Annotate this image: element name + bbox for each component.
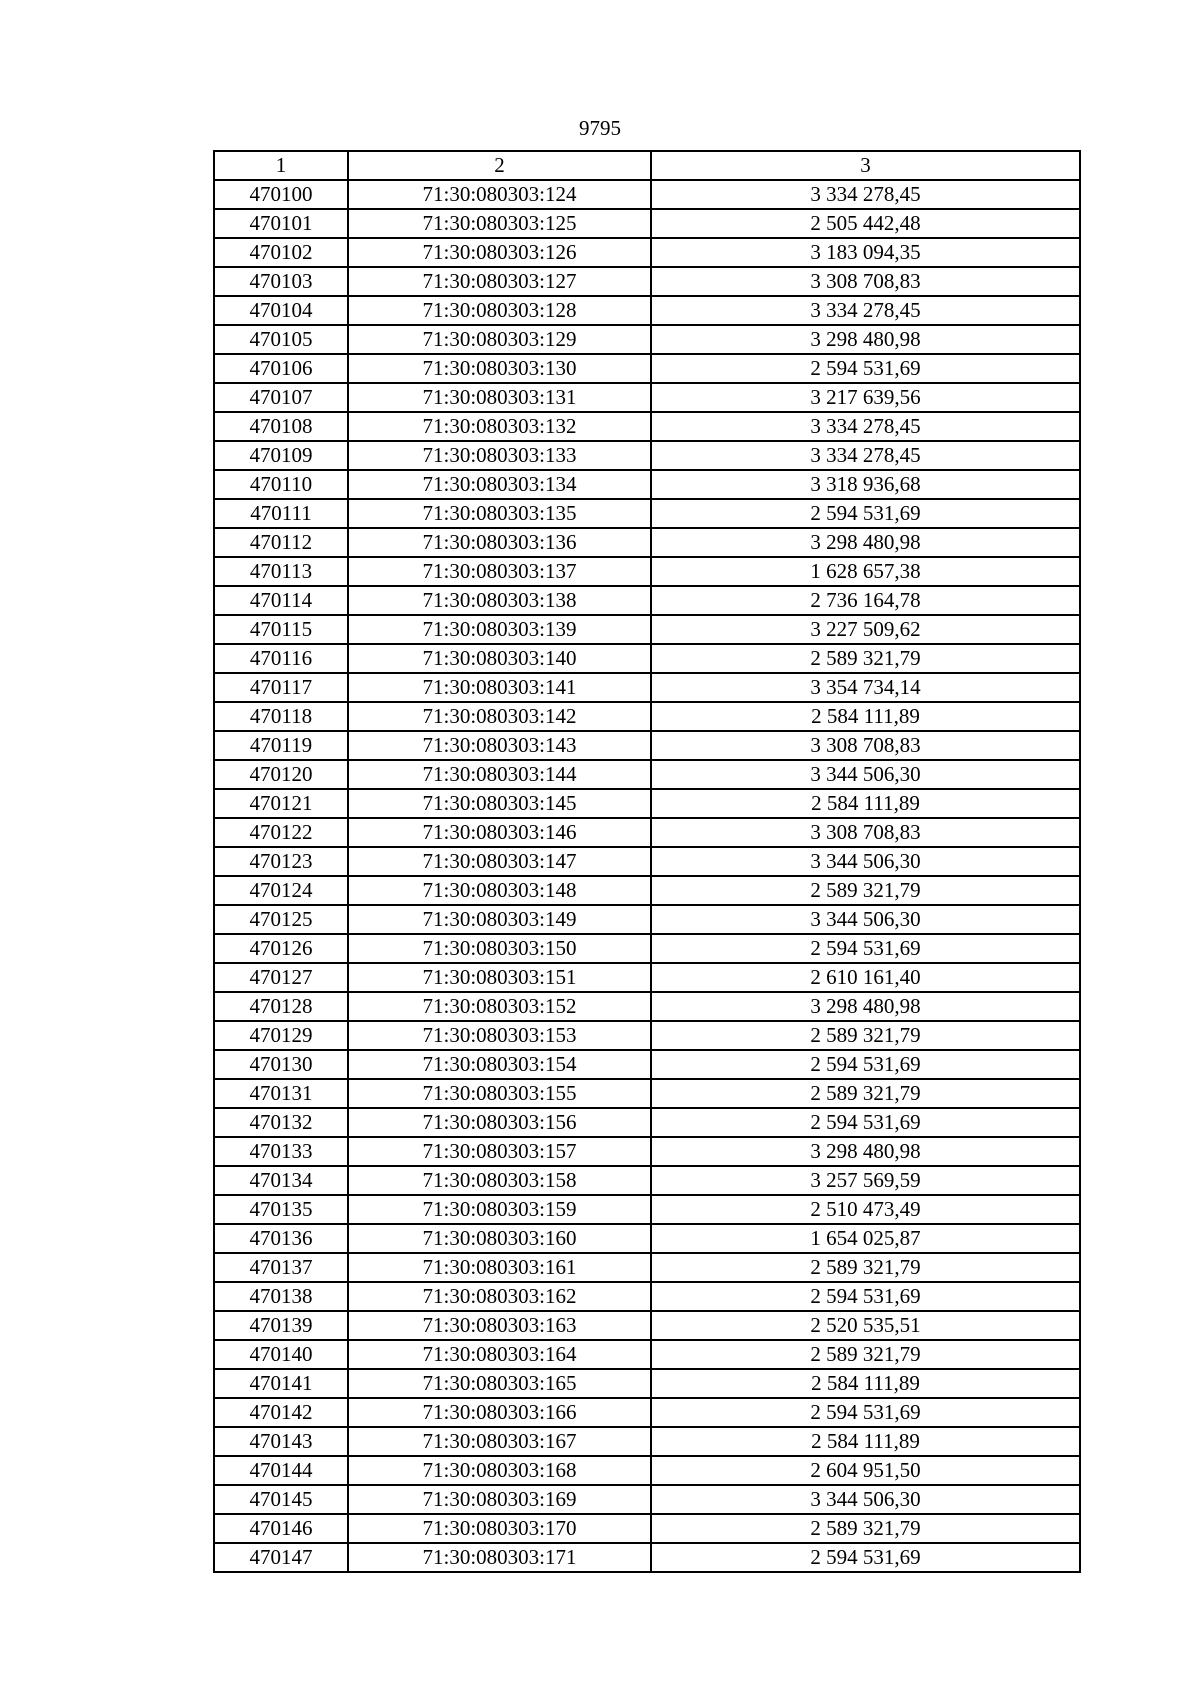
cell-cadastral-number: 71:30:080303:148 xyxy=(348,876,651,905)
cell-value: 3 298 480,98 xyxy=(651,528,1080,557)
cell-id: 470145 xyxy=(214,1485,348,1514)
cell-cadastral-number: 71:30:080303:130 xyxy=(348,354,651,383)
cell-cadastral-number: 71:30:080303:155 xyxy=(348,1079,651,1108)
cell-id: 470114 xyxy=(214,586,348,615)
cell-id: 470109 xyxy=(214,441,348,470)
cell-value: 2 736 164,78 xyxy=(651,586,1080,615)
cell-cadastral-number: 71:30:080303:171 xyxy=(348,1543,651,1572)
cell-cadastral-number: 71:30:080303:164 xyxy=(348,1340,651,1369)
table-row xyxy=(214,1398,1080,1427)
cell-value: 2 520 535,51 xyxy=(651,1311,1080,1340)
table-row xyxy=(214,1543,1080,1572)
table-row xyxy=(214,760,1080,789)
table-body xyxy=(214,180,1080,1572)
table-row xyxy=(214,905,1080,934)
cell-value: 2 594 531,69 xyxy=(651,499,1080,528)
cell-cadastral-number: 71:30:080303:127 xyxy=(348,267,651,296)
cell-value: 3 298 480,98 xyxy=(651,325,1080,354)
cell-cadastral-number: 71:30:080303:133 xyxy=(348,441,651,470)
cell-id: 470122 xyxy=(214,818,348,847)
cell-id: 470142 xyxy=(214,1398,348,1427)
cell-cadastral-number: 71:30:080303:138 xyxy=(348,586,651,615)
table-row xyxy=(214,963,1080,992)
cell-cadastral-number: 71:30:080303:147 xyxy=(348,847,651,876)
cell-id: 470120 xyxy=(214,760,348,789)
table-row xyxy=(214,1340,1080,1369)
table-row xyxy=(214,934,1080,963)
cell-id: 470117 xyxy=(214,673,348,702)
cell-cadastral-number: 71:30:080303:142 xyxy=(348,702,651,731)
table-row xyxy=(214,296,1080,325)
column-header-2: 2 xyxy=(348,151,651,180)
cell-cadastral-number: 71:30:080303:125 xyxy=(348,209,651,238)
cell-id: 470126 xyxy=(214,934,348,963)
cell-id: 470105 xyxy=(214,325,348,354)
cell-cadastral-number: 71:30:080303:153 xyxy=(348,1021,651,1050)
cell-value: 3 344 506,30 xyxy=(651,847,1080,876)
cell-value: 3 298 480,98 xyxy=(651,1137,1080,1166)
table-row xyxy=(214,528,1080,557)
column-header-1: 1 xyxy=(214,151,348,180)
cell-id: 470143 xyxy=(214,1427,348,1456)
cell-id: 470112 xyxy=(214,528,348,557)
cell-id: 470134 xyxy=(214,1166,348,1195)
cell-id: 470110 xyxy=(214,470,348,499)
cell-value: 3 334 278,45 xyxy=(651,180,1080,209)
table-row xyxy=(214,1369,1080,1398)
cell-id: 470129 xyxy=(214,1021,348,1050)
table-row xyxy=(214,1514,1080,1543)
table-row xyxy=(214,1456,1080,1485)
cell-cadastral-number: 71:30:080303:165 xyxy=(348,1369,651,1398)
cell-id: 470124 xyxy=(214,876,348,905)
cell-cadastral-number: 71:30:080303:124 xyxy=(348,180,651,209)
cell-cadastral-number: 71:30:080303:156 xyxy=(348,1108,651,1137)
cell-cadastral-number: 71:30:080303:131 xyxy=(348,383,651,412)
cell-cadastral-number: 71:30:080303:161 xyxy=(348,1253,651,1282)
cell-cadastral-number: 71:30:080303:158 xyxy=(348,1166,651,1195)
cell-value: 2 589 321,79 xyxy=(651,1021,1080,1050)
cell-cadastral-number: 71:30:080303:159 xyxy=(348,1195,651,1224)
cell-cadastral-number: 71:30:080303:160 xyxy=(348,1224,651,1253)
cell-id: 470100 xyxy=(214,180,348,209)
table-row xyxy=(214,992,1080,1021)
column-header-3: 3 xyxy=(651,151,1080,180)
data-table xyxy=(213,150,1081,1573)
cell-id: 470121 xyxy=(214,789,348,818)
table-row xyxy=(214,209,1080,238)
cell-cadastral-number: 71:30:080303:170 xyxy=(348,1514,651,1543)
cell-cadastral-number: 71:30:080303:128 xyxy=(348,296,651,325)
cell-value: 3 344 506,30 xyxy=(651,1485,1080,1514)
table-row xyxy=(214,354,1080,383)
cell-id: 470115 xyxy=(214,615,348,644)
table-row xyxy=(214,673,1080,702)
cell-cadastral-number: 71:30:080303:167 xyxy=(348,1427,651,1456)
table-row xyxy=(214,644,1080,673)
table-row xyxy=(214,180,1080,209)
cell-cadastral-number: 71:30:080303:154 xyxy=(348,1050,651,1079)
table-row xyxy=(214,1108,1080,1137)
cell-value: 3 334 278,45 xyxy=(651,441,1080,470)
table-row xyxy=(214,470,1080,499)
cell-id: 470147 xyxy=(214,1543,348,1572)
cell-value: 2 589 321,79 xyxy=(651,1079,1080,1108)
cell-value: 1 628 657,38 xyxy=(651,557,1080,586)
cell-cadastral-number: 71:30:080303:136 xyxy=(348,528,651,557)
cell-cadastral-number: 71:30:080303:140 xyxy=(348,644,651,673)
cell-cadastral-number: 71:30:080303:157 xyxy=(348,1137,651,1166)
cell-value: 3 318 936,68 xyxy=(651,470,1080,499)
cell-id: 470139 xyxy=(214,1311,348,1340)
table-row xyxy=(214,847,1080,876)
cell-value: 2 589 321,79 xyxy=(651,1514,1080,1543)
cell-value: 2 594 531,69 xyxy=(651,934,1080,963)
table-row xyxy=(214,325,1080,354)
table-row xyxy=(214,615,1080,644)
cell-id: 470146 xyxy=(214,1514,348,1543)
table-row xyxy=(214,702,1080,731)
cell-id: 470107 xyxy=(214,383,348,412)
cell-cadastral-number: 71:30:080303:162 xyxy=(348,1282,651,1311)
cell-id: 470131 xyxy=(214,1079,348,1108)
cell-id: 470108 xyxy=(214,412,348,441)
cell-id: 470111 xyxy=(214,499,348,528)
table-row xyxy=(214,1224,1080,1253)
cell-value: 2 589 321,79 xyxy=(651,1253,1080,1282)
table-row xyxy=(214,876,1080,905)
cell-id: 470106 xyxy=(214,354,348,383)
table-row xyxy=(214,1166,1080,1195)
table-row xyxy=(214,1021,1080,1050)
cell-value: 3 334 278,45 xyxy=(651,412,1080,441)
cell-value: 2 604 951,50 xyxy=(651,1456,1080,1485)
cell-value: 3 217 639,56 xyxy=(651,383,1080,412)
cell-value: 2 584 111,89 xyxy=(651,1427,1080,1456)
cell-cadastral-number: 71:30:080303:137 xyxy=(348,557,651,586)
table-row xyxy=(214,818,1080,847)
cell-value: 3 308 708,83 xyxy=(651,818,1080,847)
cell-value: 3 334 278,45 xyxy=(651,296,1080,325)
cell-id: 470144 xyxy=(214,1456,348,1485)
table-row xyxy=(214,1282,1080,1311)
cell-value: 2 594 531,69 xyxy=(651,1543,1080,1572)
table-header-row xyxy=(214,151,1080,180)
table-row xyxy=(214,557,1080,586)
cell-value: 3 308 708,83 xyxy=(651,267,1080,296)
cell-value: 2 594 531,69 xyxy=(651,1282,1080,1311)
table-row xyxy=(214,1050,1080,1079)
table-row xyxy=(214,1079,1080,1108)
table-row xyxy=(214,1311,1080,1340)
cell-cadastral-number: 71:30:080303:135 xyxy=(348,499,651,528)
cell-cadastral-number: 71:30:080303:151 xyxy=(348,963,651,992)
cell-value: 2 584 111,89 xyxy=(651,789,1080,818)
table-row xyxy=(214,1253,1080,1282)
cell-id: 470118 xyxy=(214,702,348,731)
cell-value: 3 344 506,30 xyxy=(651,760,1080,789)
cell-id: 470135 xyxy=(214,1195,348,1224)
cell-cadastral-number: 71:30:080303:141 xyxy=(348,673,651,702)
table-row xyxy=(214,586,1080,615)
cell-id: 470133 xyxy=(214,1137,348,1166)
cell-id: 470102 xyxy=(214,238,348,267)
cell-cadastral-number: 71:30:080303:152 xyxy=(348,992,651,1021)
cell-cadastral-number: 71:30:080303:145 xyxy=(348,789,651,818)
cell-value: 2 589 321,79 xyxy=(651,1340,1080,1369)
cell-cadastral-number: 71:30:080303:166 xyxy=(348,1398,651,1427)
table-row xyxy=(214,238,1080,267)
cell-id: 470137 xyxy=(214,1253,348,1282)
cell-value: 2 594 531,69 xyxy=(651,1108,1080,1137)
table-row xyxy=(214,441,1080,470)
cell-value: 2 589 321,79 xyxy=(651,644,1080,673)
cell-cadastral-number: 71:30:080303:146 xyxy=(348,818,651,847)
cell-value: 3 257 569,59 xyxy=(651,1166,1080,1195)
cell-value: 2 505 442,48 xyxy=(651,209,1080,238)
cell-value: 2 594 531,69 xyxy=(651,1050,1080,1079)
table-row xyxy=(214,789,1080,818)
cell-value: 2 510 473,49 xyxy=(651,1195,1080,1224)
cell-value: 2 610 161,40 xyxy=(651,963,1080,992)
cell-value: 2 594 531,69 xyxy=(651,354,1080,383)
cell-id: 470104 xyxy=(214,296,348,325)
cell-value: 3 183 094,35 xyxy=(651,238,1080,267)
cell-cadastral-number: 71:30:080303:132 xyxy=(348,412,651,441)
table-row xyxy=(214,267,1080,296)
cell-id: 470116 xyxy=(214,644,348,673)
table-row xyxy=(214,499,1080,528)
cell-id: 470103 xyxy=(214,267,348,296)
cell-value: 3 227 509,62 xyxy=(651,615,1080,644)
cell-cadastral-number: 71:30:080303:169 xyxy=(348,1485,651,1514)
cell-id: 470101 xyxy=(214,209,348,238)
cell-cadastral-number: 71:30:080303:143 xyxy=(348,731,651,760)
cell-cadastral-number: 71:30:080303:149 xyxy=(348,905,651,934)
cell-id: 470138 xyxy=(214,1282,348,1311)
cell-value: 2 594 531,69 xyxy=(651,1398,1080,1427)
cell-value: 2 584 111,89 xyxy=(651,1369,1080,1398)
cell-id: 470119 xyxy=(214,731,348,760)
cell-cadastral-number: 71:30:080303:163 xyxy=(348,1311,651,1340)
cell-cadastral-number: 71:30:080303:139 xyxy=(348,615,651,644)
cell-id: 470113 xyxy=(214,557,348,586)
cell-cadastral-number: 71:30:080303:134 xyxy=(348,470,651,499)
cell-cadastral-number: 71:30:080303:126 xyxy=(348,238,651,267)
cell-value: 3 354 734,14 xyxy=(651,673,1080,702)
table-row xyxy=(214,383,1080,412)
table-row xyxy=(214,412,1080,441)
cell-id: 470128 xyxy=(214,992,348,1021)
cell-cadastral-number: 71:30:080303:150 xyxy=(348,934,651,963)
cell-value: 3 308 708,83 xyxy=(651,731,1080,760)
cell-cadastral-number: 71:30:080303:168 xyxy=(348,1456,651,1485)
cell-id: 470136 xyxy=(214,1224,348,1253)
cell-value: 3 344 506,30 xyxy=(651,905,1080,934)
cell-id: 470130 xyxy=(214,1050,348,1079)
cell-cadastral-number: 71:30:080303:129 xyxy=(348,325,651,354)
table-row xyxy=(214,731,1080,760)
cell-value: 1 654 025,87 xyxy=(651,1224,1080,1253)
cell-value: 2 589 321,79 xyxy=(651,876,1080,905)
page-number: 9795 xyxy=(579,116,621,140)
cell-id: 470141 xyxy=(214,1369,348,1398)
cell-id: 470140 xyxy=(214,1340,348,1369)
cell-id: 470125 xyxy=(214,905,348,934)
cell-id: 470127 xyxy=(214,963,348,992)
table-row xyxy=(214,1485,1080,1514)
cell-id: 470132 xyxy=(214,1108,348,1137)
table-row xyxy=(214,1195,1080,1224)
table-row xyxy=(214,1427,1080,1456)
cell-id: 470123 xyxy=(214,847,348,876)
cell-value: 2 584 111,89 xyxy=(651,702,1080,731)
cell-value: 3 298 480,98 xyxy=(651,992,1080,1021)
cell-cadastral-number: 71:30:080303:144 xyxy=(348,760,651,789)
table-row xyxy=(214,1137,1080,1166)
